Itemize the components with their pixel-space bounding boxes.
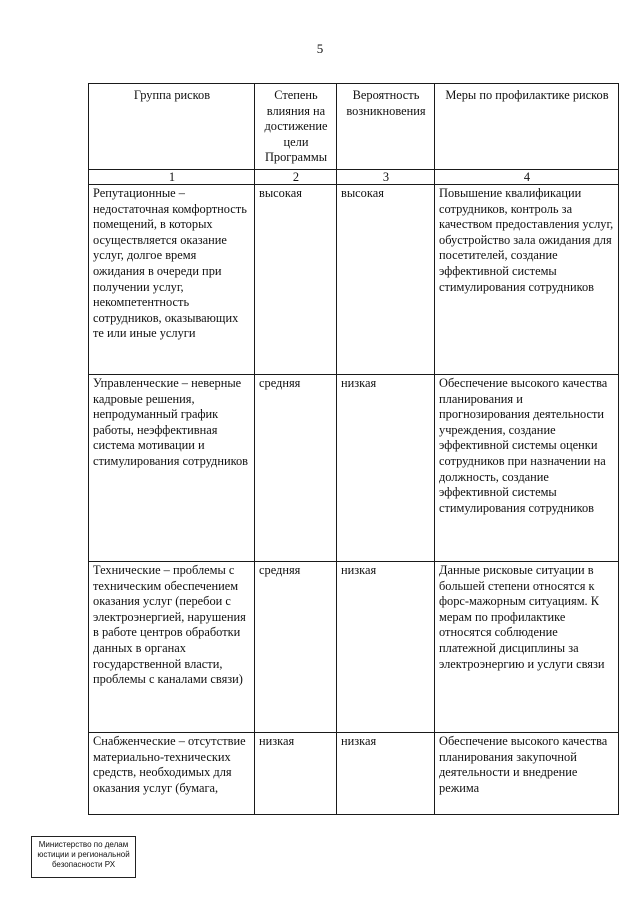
stamp-line: Министерство по делам <box>38 840 129 849</box>
table-row <box>89 375 619 562</box>
probability-cell: низкая <box>337 733 435 815</box>
page-number: 5 <box>316 41 324 56</box>
measures-cell: Обеспечение высокого качества планирования и прогнозирования деятельности учреждения, создание эффективной системы оценки сотрудников при назначении на должность, создание эффективной системы стимулирования сотрудников <box>435 375 619 562</box>
impact-cell: низкая <box>255 733 337 815</box>
risk-group-cell: Репутационные – недостаточная комфортность помещений, в которых осуществляется оказание услуг, долгое время ожидания в очереди при получении услуг, некомпетентность сотрудников, оказывающих те или иные услуги <box>89 185 255 375</box>
measures-cell: Данные рисковые ситуации в большей степени относятся к форс-мажорным ситуациям. К мерам по профилактике относятся соблюдение платежной дисциплины за электроэнергию и услуги связи <box>435 562 619 733</box>
impact-cell: высокая <box>255 185 337 375</box>
header-measures: Меры по профилактике рисков <box>435 84 619 170</box>
probability-cell: высокая <box>337 185 435 375</box>
header-impact: Степень влияния на достижение цели Программы <box>255 84 337 170</box>
table-row <box>89 733 619 815</box>
probability-cell: низкая <box>337 562 435 733</box>
impact-cell: средняя <box>255 375 337 562</box>
impact-cell: средняя <box>255 562 337 733</box>
column-number: 2 <box>255 170 337 185</box>
probability-cell: низкая <box>337 375 435 562</box>
risk-group-cell: Снабженческие – отсутствие материально-технических средств, необходимых для оказания услуг (бумага, <box>89 733 255 815</box>
measures-cell: Обеспечение высокого качества планирования закупочной деятельности и внедрение режима <box>435 733 619 815</box>
stamp-line: юстиции и региональной <box>37 850 130 859</box>
header-probability: Вероятность возникновения <box>337 84 435 170</box>
header-risk-group: Группа рисков <box>89 84 255 170</box>
table-row <box>89 562 619 733</box>
table-header-row <box>89 84 619 170</box>
risk-group-cell: Технические – проблемы с техническим обеспечением оказания услуг (перебои с электроэнергией, нарушения в работе центров обработки данных в органах государственной власти, проблемы с каналами связи) <box>89 562 255 733</box>
column-number: 1 <box>89 170 255 185</box>
risk-group-cell: Управленческие – неверные кадровые решения, непродуманный график работы, неэффективная система мотивации и стимулирования сотрудников <box>89 375 255 562</box>
column-number: 3 <box>337 170 435 185</box>
stamp-line: безопасности РХ <box>51 860 116 869</box>
ministry-stamp <box>31 836 136 878</box>
measures-cell: Повышение квалификации сотрудников, контроль за качеством предоставления услуг, обустройство зала ожидания для посетителей, создание эффективной системы стимулирования сотрудников <box>435 185 619 375</box>
column-number: 4 <box>435 170 619 185</box>
risk-table <box>88 83 619 815</box>
table-row <box>89 185 619 375</box>
column-number-row <box>89 170 619 185</box>
